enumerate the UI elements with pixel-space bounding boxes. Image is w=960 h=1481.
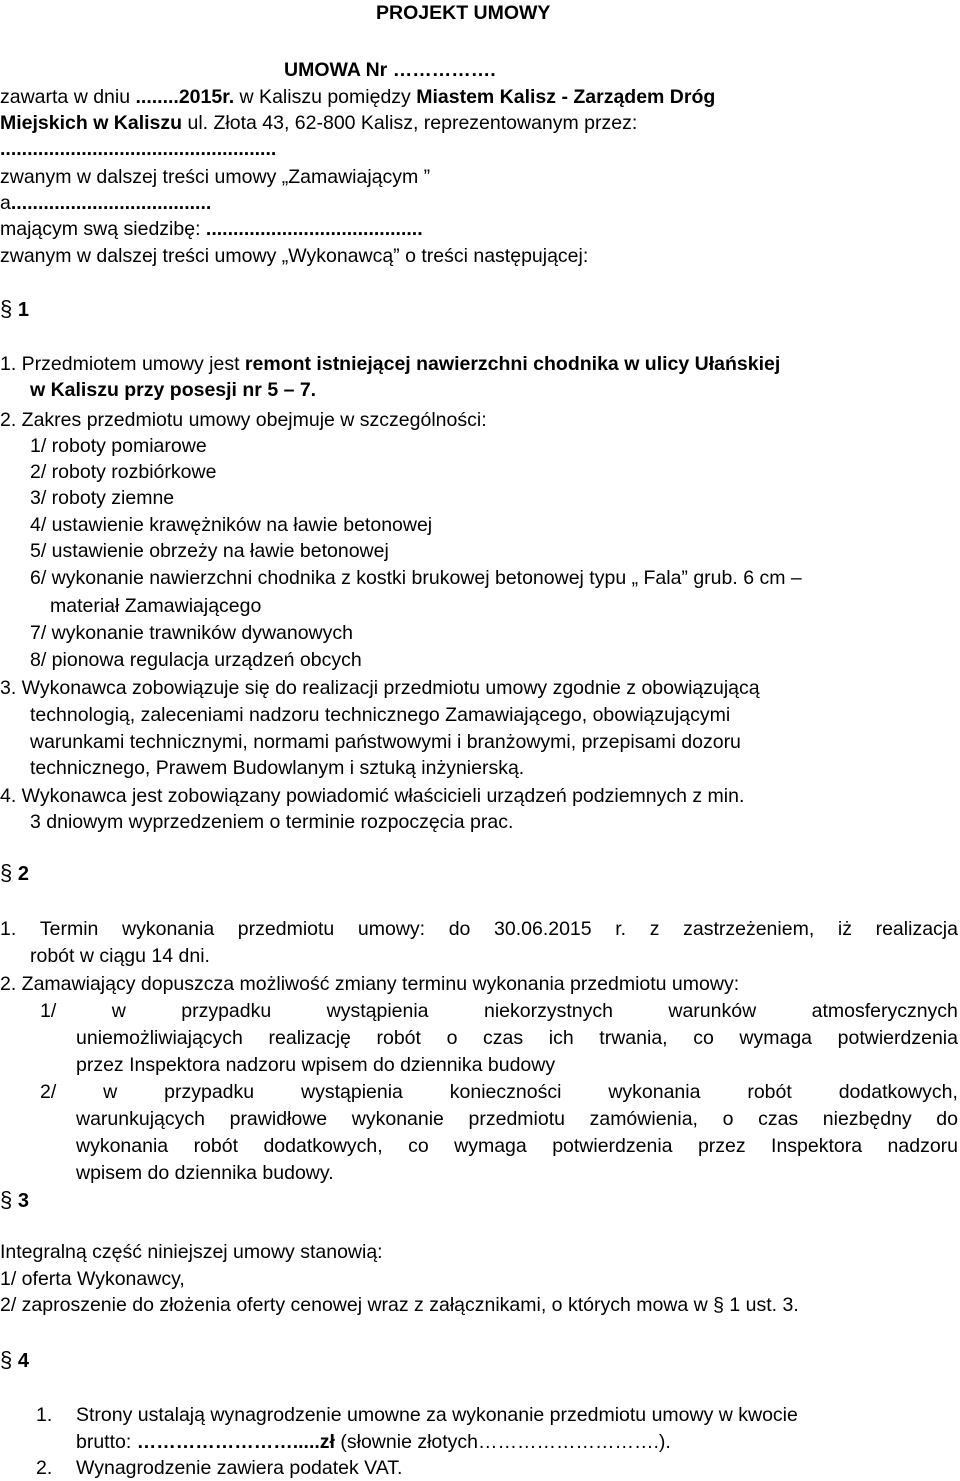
s1-p4-line2: 3 dniowym wyprzedzeniem o terminie rozpoczęcia prac. [30,811,514,833]
section-3-heading [0,1187,29,1214]
section-number: 1 [17,299,29,321]
word: warunkujących [76,1108,205,1130]
word: wystąpienia [326,1000,429,1022]
word: ich [548,1027,574,1049]
word: w [103,1081,118,1103]
s4-p2-num: 2. [36,1457,53,1479]
word: przypadku [181,1000,272,1022]
s2-item2-line3 [76,1133,958,1159]
word: przypadku [164,1081,255,1103]
text: 1. Przedmiotem umowy jest [0,353,245,375]
word: w [111,1000,126,1022]
paragraph-sign-icon: § [0,860,13,885]
s3-item2: 2/ zaproszenie do złożenia oferty cenowej wraz z załącznikami, o których mowa w § 1 ust. 3. [0,1294,799,1316]
word: czas [483,1027,524,1049]
section-number: 4 [17,1350,29,1372]
word: warunków [668,1000,757,1022]
word: robót [376,1027,421,1049]
word: co [408,1135,429,1157]
amount-placeholder: …………………….....zł [136,1431,335,1453]
contractor-dots: ..................................... [10,192,212,214]
word: dodatkowych, [263,1135,383,1157]
word: 1/ [40,1000,57,1022]
text: zawarta w dniu [0,86,136,108]
s1-p3-line3: warunkami technicznymi, normami państwowymi i branżowymi, przepisami dozoru [30,731,741,753]
word: wykonania [76,1135,169,1157]
section-number: 3 [17,1190,29,1212]
word: o [446,1027,458,1049]
word: zamówienia, [589,1108,698,1130]
section-2-heading [0,860,29,887]
paragraph-sign-icon: § [0,1187,13,1212]
word: Termin [39,918,99,940]
word: do [936,1108,958,1130]
s3-intro: Integralną część niniejszej umowy stanowią: [0,1241,383,1263]
word: wystąpienia [301,1081,403,1103]
scope-item: 2/ roboty rozbiórkowe [30,461,217,483]
word: czas [758,1108,799,1130]
s2-item2-line4: wpisem do dziennika budowy. [76,1162,334,1184]
s2-item1-line1 [40,998,958,1024]
scope-item: 6/ wykonanie nawierzchni chodnika z kostki brukowej betonowej typu „ Fala” grub. 6 cm – [30,567,802,589]
word: przez [697,1135,746,1157]
word: wykonania [608,1081,701,1103]
s2-item2-line2 [76,1106,958,1132]
s4-p1-line2 [76,1429,671,1455]
scope-item: 8/ pionowa regulacja urządzeń obcych [30,649,362,671]
contract-date-line [0,84,715,110]
word: z [649,918,660,940]
scope-item: 4/ ustawienie krawężników na ławie betonowej [30,514,433,536]
word: wykonanie [351,1108,444,1130]
text: mającym swą siedzibę: [0,218,206,240]
word: konieczności [449,1081,562,1103]
word: 30.06.2015 [494,918,592,940]
s4-p1-line1: Strony ustalają wynagrodzenie umowne za wykonanie przedmiotu umowy w kwocie [76,1404,798,1426]
text: brutto: [76,1431,137,1453]
word: dodatkowych, [838,1081,958,1103]
scope-item-cont: materiał Zamawiającego [50,595,262,617]
word: co [693,1027,714,1049]
zamawiajacy-line: zwanym w dalszej treści umowy „Zamawiającym ” [0,166,431,188]
text: (słownie złotych……………………….). [334,1431,671,1453]
s1-p3-line4: technicznego, Prawem Budowlanym i sztuką inżynierską. [30,757,525,779]
word: Inspektora [771,1135,863,1157]
s1-p1-line2: w Kaliszu przy posesji nr 5 – 7. [30,379,317,401]
section-4-heading [0,1347,29,1374]
word: wykonania [122,918,215,940]
word: niekorzystnych [483,1000,613,1022]
s2-p1-line2: robót w ciągu 14 dni. [30,945,210,967]
word: realizację [268,1027,351,1049]
word: 1. [0,918,17,940]
word: nadzoru [887,1135,958,1157]
scope-item: 1/ roboty pomiarowe [30,435,207,457]
s1-p3-line1: 3. Wykonawca zobowiązuje się do realizacji przedmiotu umowy zgodnie z obowiązującą [0,677,760,699]
word: iż [837,918,852,940]
word: robót [747,1081,792,1103]
wykonawca-line: zwanym w dalszej treści umowy „Wykonawcą” o treści następującej: [0,245,589,267]
word: realizacja [875,918,958,940]
text: w Kaliszu pomiędzy [234,86,417,108]
contract-number: UMOWA Nr ……………. [284,59,496,81]
party-address: ul. Złota 43, 62-800 Kalisz, reprezentowanym przez: [182,112,638,134]
word: wymaga [454,1135,527,1157]
section-number: 2 [17,863,29,885]
s4-p2-text: Wynagrodzenie zawiera podatek VAT. [76,1457,403,1479]
section-1-heading [0,296,29,323]
seat-dots: ........................................ [205,218,423,240]
subject-of-contract: remont istniejącej nawierzchni chodnika w ulicy Ułańskiej [244,353,781,375]
s2-item1-line2 [76,1025,958,1051]
s2-item1-line3: przez Inspektora nadzoru wpisem do dziennika budowy [76,1054,556,1076]
contract-date: ........2015r. [135,86,235,108]
s1-p2: 2. Zakres przedmiotu umowy obejmuje w szczególności: [0,409,487,431]
word: potwierdzenia [552,1135,673,1157]
s1-p4-line1: 4. Wykonawca jest zobowiązany powiadomić właścicieli urządzeń podziemnych z min. [0,785,745,807]
s2-p2: 2. Zamawiający dopuszcza możliwość zmiany terminu wykonania przedmiotu umowy: [0,973,740,995]
word: do [448,918,471,940]
scope-item: 5/ ustawienie obrzeży na ławie betonowej [30,540,389,562]
contractor-line [0,190,211,216]
party-name-cont: Miejskich w Kaliszu [0,112,183,134]
word: robót [193,1135,239,1157]
word: niezbędny [822,1108,912,1130]
word: trwania, [599,1027,668,1049]
word: przedmiotu [237,918,335,940]
s1-p1-line1 [0,351,780,377]
word: zastrzeżeniem, [683,918,815,940]
word: przedmiotu [468,1108,565,1130]
s2-item2-line1 [40,1079,958,1105]
s4-p1-num: 1. [36,1404,53,1426]
paragraph-sign-icon: § [0,1347,13,1372]
word: potwierdzenia [837,1027,958,1049]
seat-line [0,216,423,242]
scope-item: 3/ roboty ziemne [30,487,175,509]
s2-p1-line1 [0,916,958,942]
word: wymaga [739,1027,813,1049]
representative-dots: ................................................... [0,138,277,160]
s1-p3-line2: technologią, zaleceniami nadzoru technicznego Zamawiającego, obowiązującymi [30,704,731,726]
paragraph-sign-icon: § [0,296,13,321]
word: prawidłowe [229,1108,328,1130]
text: a [0,192,11,214]
word: o [722,1108,734,1130]
s3-item1: 1/ oferta Wykonawcy, [0,1268,185,1290]
word: uniemożliwiających [76,1027,243,1049]
word: r. [615,918,627,940]
party-address-line [0,110,637,136]
word: atmosferycznych [811,1000,958,1022]
word: 2/ [40,1081,57,1103]
document-title: PROJEKT UMOWY [376,2,551,24]
word: umowy: [357,918,426,940]
party-name: Miastem Kalisz - Zarządem Dróg [416,86,716,108]
scope-item: 7/ wykonanie trawników dywanowych [30,622,353,644]
